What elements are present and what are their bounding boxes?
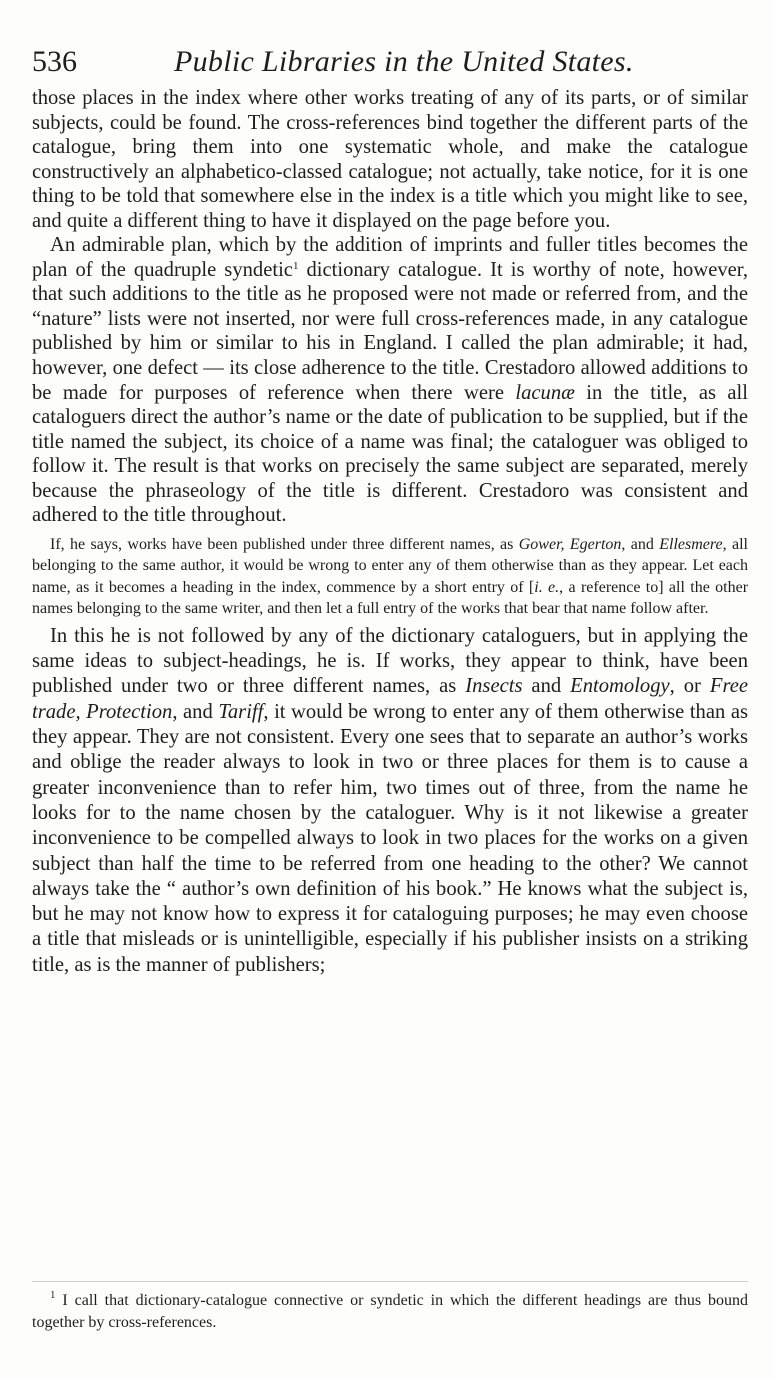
paragraph-3-text-e: , it would be wrong to enter any of them otherwise than as they appear. They are not consistent. Every one sees that to separate an author’s works and oblige the reader always to look in two or three places for them is to cause a greater inconvenience than to refer him, two times out of three, from the name he looks for to the name chosen by the cataloguer. Why is it not likewise a greater inconvenience to be compelled always to look in two places for the works on a given subject than half the time to be referred from one heading to the other? We cannot always take the “ author’s own definition of his book.” He knows what the subject is, but he may not know how to express it for cataloguing purposes; he may even choose a title that misleads or is unintelligible, especially if his publisher insists on a striking title, as is the manner of publishers; xyxy=(32,700,748,976)
italic-term: Free trade, Protection xyxy=(32,675,749,723)
footnote xyxy=(32,1290,748,1333)
quote-text-d: , a reference to] all the other names belonging to the same writer, and then let a full entry of the works that bear that name follow after. xyxy=(32,578,749,618)
page-number: 536 xyxy=(32,45,77,78)
running-title: Public Libraries in the United States. xyxy=(174,45,634,78)
page-header xyxy=(32,42,732,82)
paragraph-3 xyxy=(32,624,748,978)
quote-text-b: , and xyxy=(621,535,660,553)
italic-term: Entomology xyxy=(570,675,670,698)
paragraph-2-text-a: An admirable plan, which by the addition of imprints and fuller titles becomes the plan of the quadruple syndetic xyxy=(32,234,748,281)
paragraph-2-text-c: in the title, as all cataloguers direct the author’s name or the date of publication to be supplied, but if the title named the subject, its choice of a name was final; the cataloguer was obliged to follow it. The result is that works on precisely the same subject are separated, merely because the phraseology of the title is different. Crestadoro was consistent and adhered to the title throughout. xyxy=(32,381,748,527)
paragraph-3-text-a: In this he is not followed by any of the dictionary cataloguers, but in applying the same ideas to subject-headings, he is. If works, they appear to think, have been published under two or three different names, as xyxy=(32,624,748,698)
footnote-reference: 1 xyxy=(292,259,299,272)
paragraph-3-text-b: and xyxy=(522,675,571,698)
italic-term: i. e. xyxy=(534,578,560,596)
quote-text-a: If, he says, works have been published under three different names, as xyxy=(50,535,519,553)
paragraph-1: those places in the index where other works treating of any of its parts, or of similar subjects, could be found. The cross-references bind together the different parts of the catalogue, bring them into one systematic whole, and make the catalogue constructively an alphabetico-classed catalogue; not actually, take notice, for it is one thing to be told that somewhere else in the index is a title which you might like to see, and quite a different thing to have it displayed on the page before you. xyxy=(32,87,748,232)
body-text xyxy=(32,86,748,978)
block-quote xyxy=(32,534,748,620)
italic-term: Gower, Egerton xyxy=(518,535,622,553)
italic-term: Tariff xyxy=(218,700,264,723)
footnote-divider xyxy=(32,1281,748,1282)
paragraph-2 xyxy=(32,233,748,528)
footnote-text: I call that dictionary-catalogue connective or syndetic in which the different headings are thus bound together by cross-references. xyxy=(32,1292,748,1331)
italic-term: lacunæ xyxy=(515,381,575,404)
paragraph-2-text-b: dictionary catalogue. It is worthy of note, however, that such additions to the title as he proposed were not made or referred from, and the “nature” lists were not inserted, nor were full cross-references made, in any catalogue published by him or similar to his in England. I called the plan admirable; it had, however, one defect — its close adherence to the title. Crestadoro allowed additions to be made for purposes of reference when there were xyxy=(32,258,748,404)
quote-text-c: , all belonging to the same author, it would be wrong to enter any of them otherwise than as they appear. Let each name, as it becomes a heading in the index, commence by a short entry of [ xyxy=(32,535,748,596)
paragraph-3-text-c: , or xyxy=(669,675,710,698)
paragraph-3-text-d: , and xyxy=(172,700,219,723)
italic-term: Ellesmere xyxy=(659,535,723,553)
footnote-mark: 1 xyxy=(50,1289,56,1301)
italic-term: Insects xyxy=(465,675,523,698)
